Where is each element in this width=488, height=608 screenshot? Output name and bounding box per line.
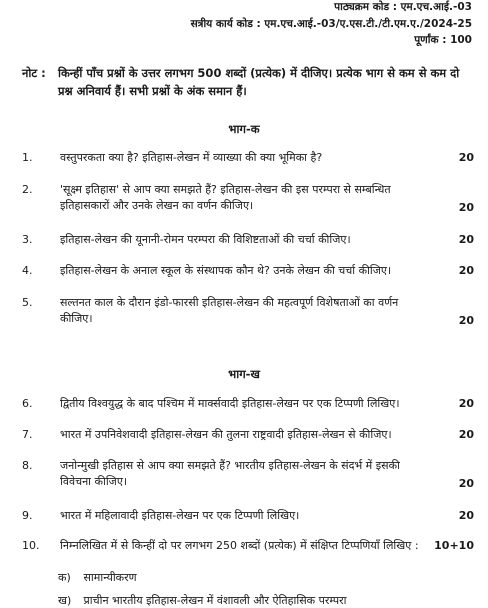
question-1 <box>22 150 474 166</box>
question-marks: 20 <box>458 151 474 164</box>
sub-item-a <box>58 570 137 585</box>
question-text: भारत में उपनिवेशवादी इतिहास-लेखन की तुलना राष्ट्रवादी इतिहास-लेखन से कीजिए। <box>60 428 392 441</box>
section-a-title: भाग-क <box>228 122 260 136</box>
question-text: भारत में महिलावादी इतिहास-लेखन पर एक टिप्पणी लिखिए। <box>60 509 300 522</box>
sub-item-label: क) <box>58 571 71 584</box>
course-code: पाठ्यक्रम कोड : एम.एच.आई.-03 <box>334 1 472 13</box>
question-10 <box>22 538 474 554</box>
question-number: 9. <box>22 509 33 522</box>
question-5 <box>22 295 474 327</box>
question-number: 10. <box>22 539 40 552</box>
question-3 <box>22 232 474 248</box>
question-text: सल्तनत काल के दौरान इंडो-फारसी इतिहास-लेखन की महत्वपूर्ण विशेषताओं का वर्णन कीजिए। <box>60 296 399 325</box>
sub-item-text: प्राचीन भारतीय इतिहास-लेखन में वंशावली और ऐतिहासिक परम्परा <box>83 594 347 607</box>
section-b-title: भाग-ख <box>228 367 260 381</box>
question-marks: 20 <box>458 264 474 277</box>
instructions-note <box>22 64 474 100</box>
question-text: इतिहास-लेखन के अनाल स्कूल के संस्थापक कौन थे? उनके लेखन की चर्चा कीजिए। <box>60 264 392 277</box>
question-marks: 20 <box>458 397 474 410</box>
question-text: द्वितीय विश्वयुद्ध के बाद पश्चिम में मार्क्सवादी इतिहास-लेखन पर एक टिप्पणी लिखिए। <box>60 397 400 410</box>
question-number: 4. <box>22 264 33 277</box>
question-text: निम्नलिखित में से किन्हीं दो पर लगभग 250 शब्दों (प्रत्येक) में संक्षिप्त टिप्पणियाँ लिखिए : <box>60 539 419 552</box>
question-6 <box>22 396 474 412</box>
question-number: 5. <box>22 296 33 309</box>
question-marks: 20 <box>458 477 474 490</box>
max-marks: पूर्णांक : 100 <box>414 34 472 46</box>
question-2 <box>22 182 474 214</box>
question-marks: 20 <box>458 314 474 327</box>
assignment-code: सत्रीय कार्य कोड : एम.एच.आई.-03/ए.एस.टी./टी.एम.ए./2024-25 <box>190 18 472 30</box>
question-number: 7. <box>22 428 33 441</box>
question-text: जनोन्मुखी इतिहास से आप क्या समझते हैं? भारतीय इतिहास-लेखन के संदर्भ में इसकी विवेचना कीजिए। <box>60 459 400 488</box>
note-label: नोट : <box>22 66 46 80</box>
sub-item-label: ख) <box>58 594 72 607</box>
question-9 <box>22 508 474 524</box>
question-number: 3. <box>22 233 33 246</box>
question-number: 1. <box>22 151 33 164</box>
question-text: इतिहास-लेखन की यूनानी-रोमन परम्परा की विशिष्टताओं की चर्चा कीजिए। <box>60 233 351 246</box>
sub-item-b <box>58 593 346 608</box>
note-text: किन्हीं पाँच प्रश्नों के उत्तर लगभग 500 शब्दों (प्रत्येक) में दीजिए। प्रत्येक भाग से कम से कम दो प्रश्न अनिवार्य हैं। सभी प्रश्नों के अंक समान हैं। <box>58 66 460 98</box>
question-number: 6. <box>22 397 33 410</box>
question-marks: 20 <box>458 428 474 441</box>
question-text: वस्तुपरकता क्या है? इतिहास-लेखन में व्याख्या की क्या भूमिका है? <box>60 151 323 164</box>
question-7 <box>22 427 474 443</box>
question-number: 2. <box>22 183 33 196</box>
question-8 <box>22 458 474 490</box>
question-4 <box>22 263 474 279</box>
question-marks: 20 <box>458 509 474 522</box>
question-text: 'सूक्ष्म इतिहास' से आप क्या समझते हैं? इतिहास-लेखन की इस परम्परा से सम्बन्धित इतिहासकारों और उनके लेखन का वर्णन कीजिए। <box>60 183 391 212</box>
question-number: 8. <box>22 459 33 472</box>
question-marks: 10+10 <box>434 539 474 552</box>
sub-item-text: सामान्यीकरण <box>83 571 137 584</box>
question-marks: 20 <box>458 201 474 214</box>
question-marks: 20 <box>458 233 474 246</box>
